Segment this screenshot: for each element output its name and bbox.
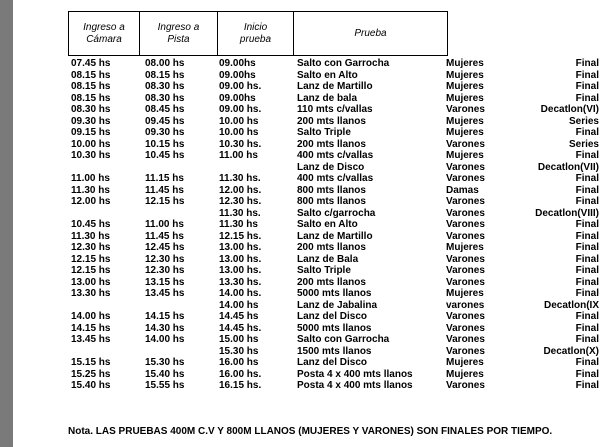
cell-phase: Final	[575, 276, 599, 288]
cell-pista-time: 08.15 hs	[145, 69, 185, 81]
cell-category: Varones	[446, 276, 485, 288]
cell-category: Mujeres	[446, 368, 484, 380]
document-page	[13, 0, 611, 447]
cell-camara-time: 09.30 hs	[71, 115, 111, 127]
cell-category: Varones	[446, 253, 485, 265]
cell-event-name: Lanz de Martillo	[297, 81, 373, 92]
cell-inicio-time: 12.00 hs.	[219, 184, 262, 196]
cell-event-name: 200 mts llanos	[297, 115, 366, 127]
cell-event-name: 5000 mts llanos	[297, 288, 372, 299]
cell-inicio-time: 12.15 hs.	[219, 230, 262, 242]
cell-phase: Series	[568, 115, 599, 127]
cell-phase: Final	[575, 288, 599, 299]
cell-pista-time: 08.00 hs	[145, 58, 185, 69]
cell-pista-time: 12.45 hs	[145, 242, 185, 253]
cell-pista-time: 13.15 hs	[145, 276, 185, 288]
cell-inicio-time: 11.30 hs	[219, 219, 258, 230]
cell-camara-time: 14.15 hs	[71, 322, 111, 334]
cell-category: Varones	[446, 265, 485, 276]
cell-phase: Final	[575, 357, 599, 368]
cell-event-name: 400 mts c/vallas	[297, 173, 374, 184]
cell-phase: Final	[575, 265, 599, 276]
cell-category: Varones	[446, 104, 485, 115]
cell-event-name: 400 mts c/vallas	[297, 150, 374, 161]
cell-inicio-time: 14.45 hs.	[219, 322, 262, 334]
cell-event-name: 200 mts llanos	[297, 242, 366, 253]
cell-event-name: 200 mts llanos	[297, 138, 366, 150]
cell-phase: Final	[575, 322, 599, 334]
cell-category: Mujeres	[446, 150, 484, 161]
cell-camara-time: 08.15 hs	[71, 69, 111, 81]
cell-pista-time: 08.30 hs	[145, 92, 185, 104]
cell-inicio-time: 16.15 hs.	[219, 380, 262, 391]
cell-phase: Final	[575, 184, 599, 196]
cell-pista-time: 11.45 hs	[145, 184, 184, 196]
cell-event-name: Salto c/garrocha	[297, 207, 376, 219]
cell-phase: Final	[575, 69, 599, 81]
cell-category: Varones	[446, 161, 485, 173]
cell-category: Varones	[446, 345, 485, 357]
cell-event-name: 800 mts llanos	[297, 184, 366, 196]
cell-camara-time: 11.30 hs	[71, 230, 110, 242]
cell-event-name: 200 mts llanos	[297, 276, 366, 288]
cell-phase: Final	[575, 219, 599, 230]
cell-inicio-time: 11.30 hs.	[219, 207, 261, 219]
cell-pista-time: 14.00 hs	[145, 334, 185, 345]
cell-pista-time: 11.45 hs	[145, 230, 184, 242]
cell-event-name: 110 mts c/vallas	[297, 104, 373, 115]
cell-phase: Final	[575, 127, 599, 138]
cell-inicio-time: 15.00 hs	[219, 334, 259, 345]
cell-pista-time: 10.45 hs	[145, 150, 185, 161]
footer-note: Nota. LAS PRUEBAS 400M C.V Y 800M LLANOS (MUJERES Y VARONES) SON FINALES POR TIEMPO.	[68, 426, 553, 437]
cell-camara-time: 13.00 hs	[71, 276, 111, 288]
cell-phase: Final	[575, 81, 599, 92]
cell-inicio-time: 11.00 hs	[219, 150, 258, 161]
cell-camara-time: 15.15 hs	[71, 357, 111, 368]
cell-category: Mujeres	[446, 58, 484, 69]
cell-camara-time: 08.30 hs	[71, 104, 111, 115]
cell-pista-time: 12.30 hs	[145, 253, 185, 265]
cell-camara-time: 11.00 hs	[71, 173, 110, 184]
cell-camara-time: 15.40 hs	[71, 380, 111, 391]
cell-event-name: Lanz del Disco	[297, 311, 368, 322]
cell-phase: Final	[575, 311, 599, 322]
cell-camara-time: 07.45 hs	[71, 58, 111, 69]
cell-inicio-time: 10.30 hs.	[219, 138, 262, 150]
cell-event-name: 5000 mts llanos	[297, 322, 372, 334]
cell-category: Mujeres	[446, 92, 484, 104]
cell-camara-time: 09.15 hs	[71, 127, 111, 138]
cell-event-name: Salto Triple	[297, 127, 351, 138]
cell-camara-time: 10.45 hs	[71, 219, 111, 230]
cell-camara-time: 12.15 hs	[71, 253, 111, 265]
cell-pista-time: 12.15 hs	[145, 196, 185, 207]
cell-phase: Series	[568, 138, 599, 150]
cell-phase: Final	[575, 150, 599, 161]
header-ingreso-camara: Ingreso a Cámara	[69, 12, 140, 56]
cell-camara-time: 08.15 hs	[71, 92, 111, 104]
cell-category: Varones	[446, 334, 485, 345]
cell-phase: Final	[575, 196, 599, 207]
cell-category: Mujeres	[446, 115, 484, 127]
cell-camara-time: 15.25 hs	[71, 368, 111, 380]
cell-event-name: Salto con Garrocha	[297, 58, 390, 69]
cell-inicio-time: 09.00hs	[219, 69, 256, 81]
cell-category: Mujeres	[446, 81, 484, 92]
cell-inicio-time: 09.00hs	[219, 92, 256, 104]
cell-pista-time: 09.30 hs	[145, 127, 185, 138]
cell-category: Varones	[446, 207, 485, 219]
cell-phase: Final	[575, 380, 599, 391]
cell-phase: Decatlon(VIII)	[535, 207, 599, 219]
cell-pista-time: 08.45 hs	[145, 104, 185, 115]
cell-event-name: Lanz de Bala	[297, 253, 359, 265]
cell-category: Varones	[446, 230, 485, 242]
cell-camara-time: 12.30 hs	[71, 242, 111, 253]
cell-pista-time: 10.15 hs	[145, 138, 185, 150]
cell-inicio-time: 11.30 hs.	[219, 173, 261, 184]
cell-category: Varones	[446, 173, 485, 184]
cell-category: Mujeres	[446, 127, 484, 138]
cell-inicio-time: 13.00 hs.	[219, 265, 262, 276]
cell-pista-time: 13.45 hs	[145, 288, 185, 299]
cell-camara-time: 12.15 hs	[71, 265, 111, 276]
cell-pista-time: 09.45 hs	[145, 115, 185, 127]
cell-category: Varones	[446, 380, 485, 391]
cell-inicio-time: 14.45 hs	[219, 311, 259, 322]
cell-phase: Final	[575, 173, 599, 184]
cell-category: Mujeres	[446, 357, 484, 368]
cell-pista-time: 11.00 hs	[145, 219, 184, 230]
cell-event-name: Lanz de Jabalina	[297, 299, 378, 311]
cell-pista-time: 15.40 hs	[145, 368, 185, 380]
cell-category: Mujeres	[446, 242, 484, 253]
schedule-header	[68, 11, 448, 56]
cell-inicio-time: 10.00 hs	[219, 115, 259, 127]
header-inicio-prueba: Inicio prueba	[218, 12, 294, 56]
cell-camara-time: 12.00 hs	[71, 196, 111, 207]
cell-phase: Final	[575, 242, 599, 253]
cell-event-name: Salto con Garrocha	[297, 334, 390, 345]
cell-camara-time: 08.15 hs	[71, 81, 111, 92]
cell-event-name: Salto en Alto	[297, 219, 358, 230]
cell-pista-time: 14.30 hs	[145, 322, 185, 334]
cell-pista-time: 12.30 hs	[145, 265, 185, 276]
cell-camara-time: 13.45 hs	[71, 334, 111, 345]
cell-category: Varones	[446, 311, 485, 322]
cell-phase: Final	[575, 334, 599, 345]
cell-inicio-time: 16.00 hs.	[219, 368, 262, 380]
cell-category: Varones	[446, 196, 485, 207]
cell-phase: Final	[575, 92, 599, 104]
cell-phase: Decatlon(VII)	[537, 161, 599, 173]
cell-inicio-time: 15.30 hs	[219, 345, 259, 357]
cell-event-name: Salto en Alto	[297, 69, 358, 81]
cell-camara-time: 10.00 hs	[71, 138, 111, 150]
cell-category: Mujeres	[446, 288, 484, 299]
cell-pista-time: 15.55 hs	[145, 380, 185, 391]
cell-event-name: Posta 4 x 400 mts llanos	[297, 368, 413, 380]
cell-phase: Decatlon(IX	[543, 299, 599, 311]
header-ingreso-pista: Ingreso a Pista	[140, 12, 218, 56]
cell-inicio-time: 14.00 hs	[219, 299, 259, 311]
cell-inicio-time: 09.00hs	[219, 58, 256, 69]
cell-phase: Decatlon(X)	[543, 345, 599, 357]
cell-category: Varones	[446, 219, 485, 230]
cell-phase: Final	[575, 230, 599, 242]
cell-camara-time: 10.30 hs	[71, 150, 111, 161]
cell-inicio-time: 14.00 hs.	[219, 288, 262, 299]
cell-event-name: Posta 4 x 400 mts llanos	[297, 380, 413, 391]
cell-pista-time: 08.30 hs	[145, 81, 185, 92]
cell-inicio-time: 13.00 hs.	[219, 253, 262, 265]
cell-inicio-time: 09.00 hs.	[219, 81, 262, 92]
cell-phase: Final	[575, 368, 599, 380]
page-left-margin	[0, 0, 13, 447]
cell-camara-time: 11.30 hs	[71, 184, 110, 196]
header-prueba: Prueba	[294, 12, 448, 56]
cell-category: Varones	[446, 138, 485, 150]
cell-category: Varones	[446, 322, 485, 334]
cell-category: Damas	[446, 184, 479, 196]
cell-inicio-time: 09.00 hs.	[219, 104, 262, 115]
cell-event-name: Lanz de Martillo	[297, 230, 373, 242]
cell-event-name: Salto Triple	[297, 265, 351, 276]
cell-camara-time: 13.30 hs	[71, 288, 111, 299]
cell-event-name: 800 mts llanos	[297, 196, 366, 207]
cell-event-name: 1500 mts llanos	[297, 345, 372, 357]
cell-event-name: Lanz del Disco	[297, 357, 368, 368]
cell-inicio-time: 12.30 hs.	[219, 196, 262, 207]
cell-inicio-time: 16.00 hs	[219, 357, 259, 368]
cell-inicio-time: 10.00 hs	[219, 127, 259, 138]
cell-camara-time: 14.00 hs	[71, 311, 111, 322]
cell-event-name: Lanz de Disco	[297, 161, 365, 173]
cell-pista-time: 14.15 hs	[145, 311, 185, 322]
cell-pista-time: 15.30 hs	[145, 357, 185, 368]
cell-event-name: Lanz de bala	[297, 92, 358, 104]
cell-pista-time: 11.15 hs	[145, 173, 184, 184]
cell-inicio-time: 13.00 hs.	[219, 242, 262, 253]
cell-phase: Final	[575, 253, 599, 265]
cell-phase: Final	[575, 58, 599, 69]
cell-phase: Decatlon(VI)	[540, 104, 599, 115]
cell-category: Mujeres	[446, 69, 484, 81]
cell-category: varones	[446, 299, 485, 311]
cell-inicio-time: 13.30 hs.	[219, 276, 262, 288]
